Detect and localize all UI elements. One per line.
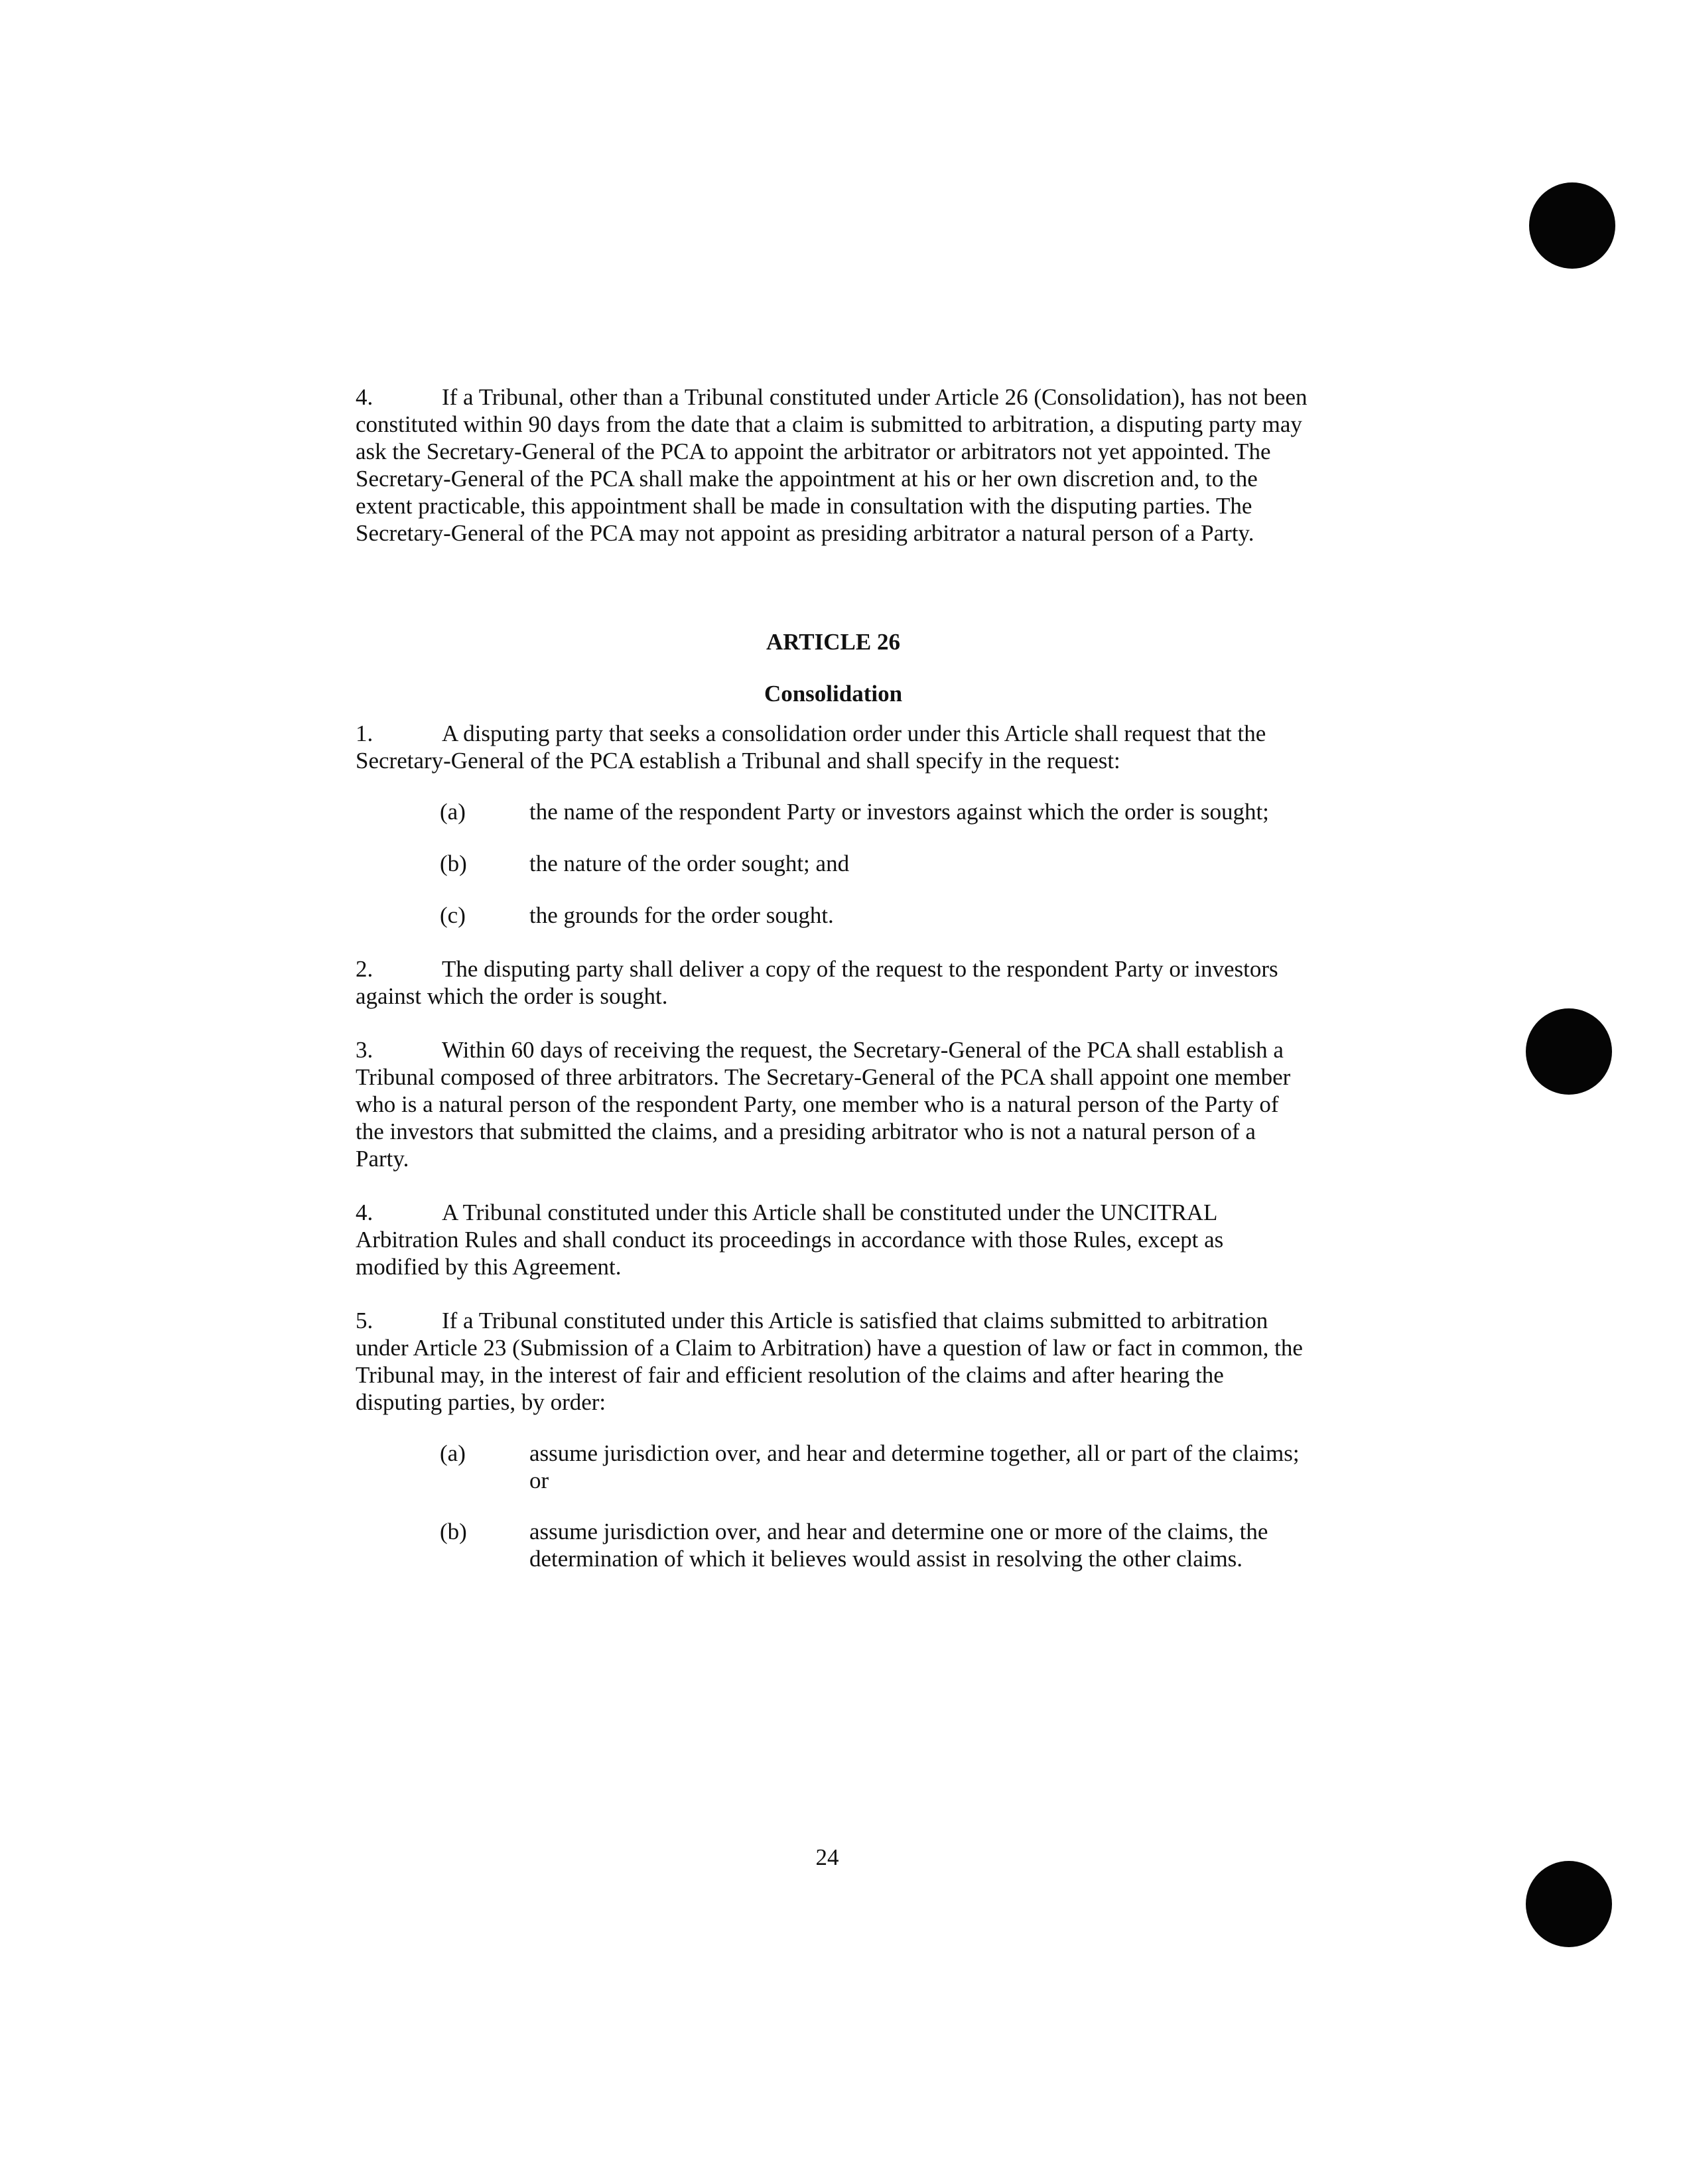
paragraph-text: The disputing party shall deliver a copy of the request to the respondent Party or investors against which the order is sought. [356,956,1278,1009]
article-paragraph-5 [356,1307,1311,1416]
article-paragraph-1 [356,720,1311,774]
article-title: ARTICLE 26 [766,629,900,655]
list-item-label: (b) [440,851,467,876]
list-item-text: the grounds for the order sought. [529,902,834,928]
list-item-text: assume jurisdiction over, and hear and determine one or more of the claims, the determination of which it believes would assist in resolving the other claims. [529,1519,1268,1572]
list-item [356,1440,1311,1494]
punch-hole-top [1529,182,1615,269]
list-item [356,798,1311,825]
article-paragraph-3 [356,1036,1311,1172]
paragraph-number: 4. [356,1199,373,1225]
paragraph-number: 4. [356,384,373,410]
punch-hole-middle [1526,1008,1612,1095]
list-item-text: assume jurisdiction over, and hear and determine together, all or part of the claims; or [529,1440,1300,1493]
punch-hole-bottom [1526,1861,1612,1947]
paragraph-number: 1. [356,720,373,746]
list-item-label: (a) [440,799,466,825]
list-item-label: (c) [440,902,466,928]
list-item [356,850,1311,877]
list-item-label: (b) [440,1519,467,1544]
list-item [356,902,1311,929]
paragraph-number: 3. [356,1037,373,1063]
paragraph-text: Within 60 days of receiving the request, the Secretary-General of the PCA shall establish a Tribunal composed of three arbitrators. The Secretary-General of the PCA shall appoint one member who is a natural person of the respondent Party, one member who is a natural person of the Party of the investors that submitted the claims, and a presiding arbitrator who is not a natural person of a Party. [356,1037,1291,1172]
paragraph-text: If a Tribunal, other than a Tribunal constituted under Article 26 (Consolidation), has not been constituted within 90 days from the date that a claim is submitted to arbitration, a disputing party may ask the Secretary-General of the PCA to appoint the arbitrator or arbitrators not yet appointed. The Secretary-General of the PCA shall make the appointment at his or her own discretion and, to the extent practicable, this appointment shall be made in consultation with the disputing parties. The Secretary-General of the PCA may not appoint as presiding arbitrator a natural person of a Party. [356,384,1308,546]
paragraph-number: 5. [356,1308,373,1333]
document-body [356,383,1311,1572]
list-item-text: the name of the respondent Party or investors against which the order is sought; [529,799,1269,825]
article-subtitle: Consolidation [764,681,903,707]
paragraph-number: 2. [356,956,373,982]
article-paragraph-2 [356,955,1311,1010]
list-item-label: (a) [440,1440,466,1466]
paragraph-text: A Tribunal constituted under this Article shall be constituted under the UNCITRAL Arbitration Rules and shall conduct its proceedings in accordance with those Rules, except as modified by this Agreement. [356,1199,1224,1280]
page-number: 24 [815,1844,839,1870]
list-item [356,1518,1311,1572]
paragraph-text: A disputing party that seeks a consolidation order under this Article shall request that the Secretary-General of the PCA establish a Tribunal and shall specify in the request: [356,720,1266,774]
article-paragraph-4 [356,1199,1311,1280]
paragraph-text: If a Tribunal constituted under this Article is satisfied that claims submitted to arbitration under Article 23 (Submission of a Claim to Arbitration) have a question of law or fact in common, the Tribunal may, in the interest of fair and efficient resolution of the claims and after hearing the disputing parties, by order: [356,1308,1303,1415]
paragraph-4-appointment [356,383,1311,547]
list-item-text: the nature of the order sought; and [529,851,850,876]
